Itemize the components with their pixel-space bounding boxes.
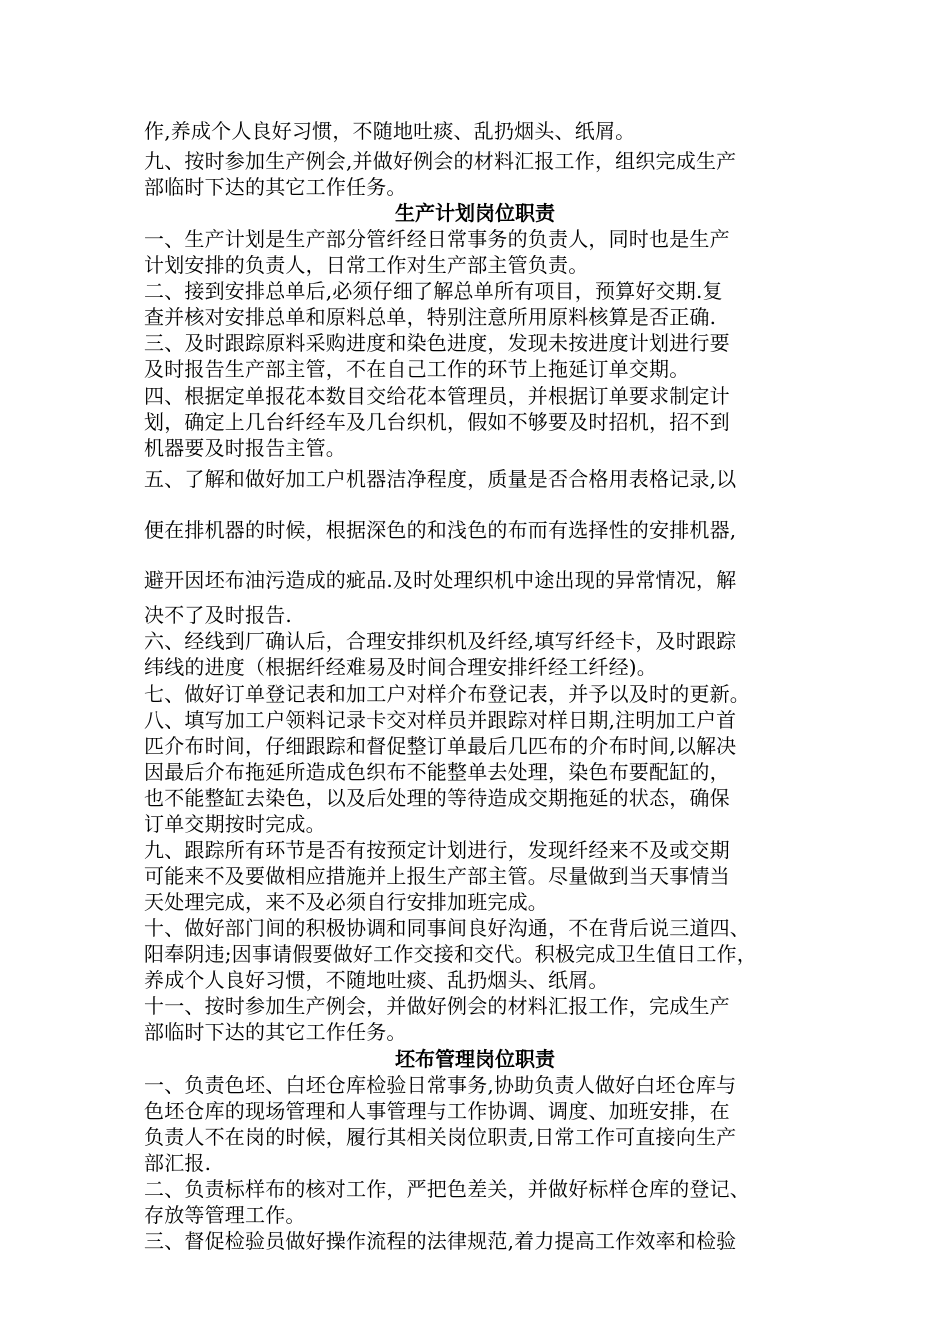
text-line: 部临时下达的其它工作任务。 <box>144 1020 407 1044</box>
text-line: 负责人不在岗的时候，履行其相关岗位职责,日常工作可直接向生产 <box>144 1125 737 1149</box>
text-line: 便在排机器的时候，根据深色的和浅色的布而有选择性的安排机器, <box>144 518 737 542</box>
text-line: 可能来不及要做相应措施并上报生产部主管。尽量做到当天事情当 <box>144 864 730 888</box>
text-line: 划，确定上几台纤经车及几台织机，假如不够要及时招机，招不到 <box>144 410 730 434</box>
text-line: 三、督促检验员做好操作流程的法律规范,着力提高工作效率和检验 <box>144 1229 737 1253</box>
text-line: 养成个人良好习惯，不随地吐痰、乱扔烟头、纸屑。 <box>144 968 609 992</box>
text-line: 订单交期按时完成。 <box>144 812 326 836</box>
text-line: 三、及时跟踪原料采购进度和染色进度，发现未按进度计划进行要 <box>144 331 730 355</box>
text-line: 二、负责标样布的核对工作，严把色差关，并做好标样仓库的登记、 <box>144 1177 750 1201</box>
text-line: 十、做好部门间的积极协调和同事间良好沟通，不在背后说三道四、 <box>144 916 750 940</box>
text-line: 作,养成个人良好习惯，不随地吐痰、乱扔烟头、纸屑。 <box>144 119 636 143</box>
text-line: 二、接到安排总单后,必须仔细了解总单所有项目，预算好交期.复 <box>144 279 723 303</box>
text-line: 存放等管理工作。 <box>144 1203 306 1227</box>
text-line: 纬线的进度（根据纤经难易及时间合理安排纤经工纤经)。 <box>144 655 658 679</box>
text-line: 九、跟踪所有环节是否有按预定计划进行，发现纤经来不及或交期 <box>144 838 730 862</box>
text-line: 部汇报. <box>144 1151 212 1175</box>
section-title: 坯布管理岗位职责 <box>395 1047 555 1071</box>
text-line: 天处理完成，来不及必须自行安排加班完成。 <box>144 890 548 914</box>
text-line: 一、负责色坯、白坯仓库检验日常事务,协助负责人做好白坯仓库与 <box>144 1073 737 1097</box>
text-line: 也不能整缸去染色，以及后处理的等待造成交期拖延的状态，确保 <box>144 786 730 810</box>
text-line: 阳奉阴违;因事请假要做好工作交接和交代。积极完成卫生值日工作， <box>144 942 757 966</box>
text-line: 机器要及时报告主管。 <box>144 436 346 460</box>
text-line: 七、做好订单登记表和加工户对样介布登记表，并予以及时的更新。 <box>144 682 750 706</box>
section-title: 生产计划岗位职责 <box>395 201 555 225</box>
text-line: 决不了及时报告. <box>144 603 292 627</box>
text-line: 四、根据定单报花本数目交给花本管理员，并根据订单要求制定计 <box>144 384 730 408</box>
text-line: 避开因坯布油污造成的疵品.及时处理织机中途出现的异常情况，解 <box>144 568 737 592</box>
text-line: 计划安排的负责人，日常工作对生产部主管负责。 <box>144 253 589 277</box>
text-line: 八、填写加工户领料记录卡交对样员并跟踪对样日期,注明加工户首 <box>144 708 737 732</box>
text-line: 十一、按时参加生产例会，并做好例会的材料汇报工作，完成生产 <box>144 994 730 1018</box>
text-line: 一、生产计划是生产部分管纤经日常事务的负责人，同时也是生产 <box>144 227 730 251</box>
text-line: 九、按时参加生产例会,并做好例会的材料汇报工作，组织完成生产 <box>144 149 737 173</box>
text-line: 部临时下达的其它工作任务。 <box>144 175 407 199</box>
text-line: 五、了解和做好加工户机器洁净程度，质量是否合格用表格记录,以 <box>144 467 737 491</box>
text-line: 因最后介布拖延所造成色织布不能整单去处理，染色布要配缸的， <box>144 760 730 784</box>
text-line: 查并核对安排总单和原料总单，特别注意所用原料核算是否正确. <box>144 305 717 329</box>
text-line: 六、经线到厂确认后，合理安排织机及纤经,填写纤经卡，及时跟踪 <box>144 629 737 653</box>
text-line: 及时报告生产部主管，不在自己工作的环节上拖延订单交期。 <box>144 357 690 381</box>
text-line: 色坯仓库的现场管理和人事管理与工作协调、调度、加班安排，在 <box>144 1099 730 1123</box>
text-line: 匹介布时间，仔细跟踪和督促整订单最后几匹布的介布时间,以解决 <box>144 734 737 758</box>
